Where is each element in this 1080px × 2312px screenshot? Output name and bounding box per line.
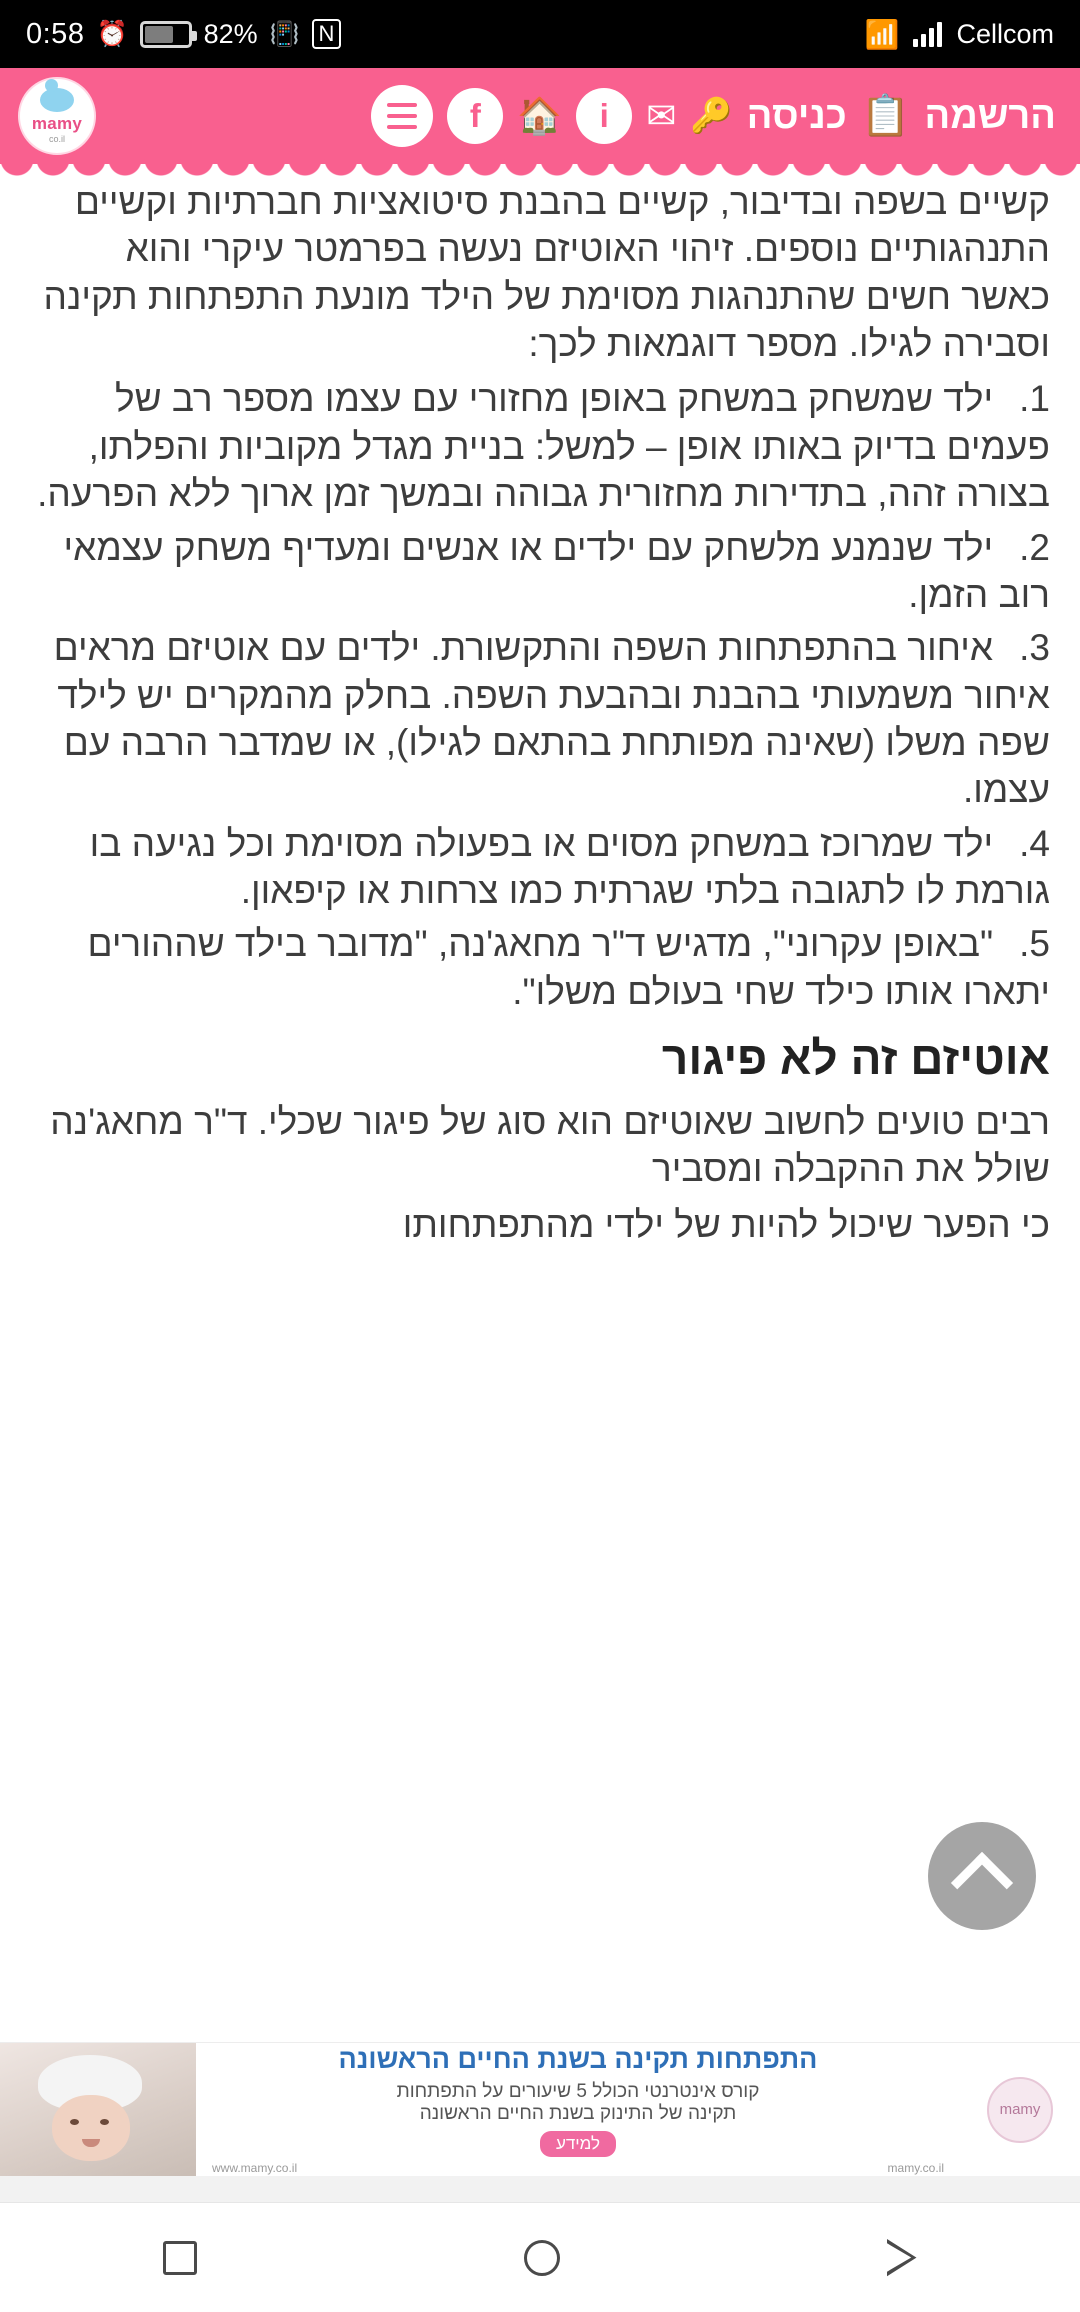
list-item: [30, 820, 1050, 915]
ad-subtitle-line-2: תקינה של התינוק בשנת החיים הראשונה: [419, 2102, 737, 2124]
section-paragraph: רבים טועים לחשוב שאוטיזם הוא סוג של פיגור שכלי. ד"ר מחאג'נה שולל את ההקבלה ומסביר: [50, 1100, 1050, 1190]
list-item-text: ילד שמשחק במשחק באופן מחזורי עם עצמו מספר רב של פעמים בדיוק באותו אופן – למשל: בניית מגדל מקוביות והפלתו, בצורה זהה, בתדירות מחזורית גבוהה ובמשך זמן ארוך ללא הפרעה.: [37, 378, 1050, 515]
logo-mark-icon: [40, 88, 74, 112]
chevron-up-icon: [951, 1852, 1013, 1914]
app-header-nav: [96, 85, 1062, 147]
ad-text: [196, 2042, 960, 2176]
ad-footer-left: mamy.co.il: [887, 2160, 944, 2175]
list-item-text: "באופן עקרוני", מדגיש ד"ר מחאג'נה, "מדובר בילד שההורים יתארו אותו כילד שחי בעולם משלו".: [87, 923, 1050, 1012]
list-item: [30, 920, 1050, 1015]
facebook-icon[interactable]: f: [447, 88, 503, 144]
vibrate-icon: 📳: [269, 20, 300, 48]
document-icon[interactable]: 📋: [860, 94, 911, 138]
clock: 0:58: [26, 17, 85, 50]
alarm-icon: ⏰: [96, 19, 128, 48]
recents-button[interactable]: [163, 2241, 197, 2275]
status-bar-left: [26, 18, 341, 51]
list-item: [30, 624, 1050, 813]
list-item-number: 5.: [1019, 923, 1050, 965]
cellular-signal-icon: [913, 21, 942, 47]
list-item-number: 3.: [1019, 627, 1050, 669]
section-heading: אוטיזם זה לא פיגור: [661, 1032, 1050, 1085]
home-button[interactable]: [524, 2240, 560, 2276]
list-item-number: 4.: [1019, 822, 1050, 864]
ad-title: התפתחות תקינה בשנת החיים הראשונה: [338, 2044, 818, 2075]
status-bar-right: [865, 18, 1054, 51]
baby-eye-right: [100, 2119, 109, 2125]
nfc-icon: N: [312, 19, 342, 49]
baby-eye-left: [70, 2119, 79, 2125]
back-button[interactable]: [887, 2239, 917, 2277]
list-item-text: ילד שמרוכז במשחק מסוים או בפעולה מסוימת וכל נגיעה בו גורמת לו לתגובה בלתי שגרתית כמו צרחות או קיפאון.: [89, 822, 1050, 912]
ad-baby-photo: [0, 2043, 196, 2177]
wifi-icon: 📶: [864, 18, 900, 50]
android-navigation-bar: [0, 2202, 1080, 2312]
home-icon[interactable]: 🏠: [517, 95, 563, 136]
article-content: [0, 164, 1080, 1374]
section-paragraph-clipped: כי הפער שיכול להיות של ילדי מהתפתחותו: [402, 1203, 1050, 1245]
ad-cta-button[interactable]: למידע: [540, 2131, 616, 2157]
login-link[interactable]: כניסה: [746, 94, 847, 137]
list-item-text: ילד שנמנע מלשחק עם ילדים או אנשים ומעדיף משחק עצמאי רוב הזמן.: [63, 526, 1050, 615]
ad-logo-badge: mamy: [987, 2077, 1053, 2143]
ad-logo: [960, 2043, 1080, 2177]
carrier-label: Cellcom: [956, 18, 1054, 49]
battery-percent: 82%: [203, 18, 258, 49]
page-background-gap: [0, 2176, 1080, 2202]
app-header: [0, 68, 1080, 164]
hamburger-menu-icon[interactable]: [371, 85, 433, 147]
ad-footer-right: www.mamy.co.il: [212, 2160, 298, 2175]
article-intro-paragraph: קשיים בשפה ובדיבור, קשיים בהבנת סיטואציות חברתיות וקשיים התנהגותיים נוספים. זיהוי האוטיזם נעשה בפרמטר עיקרי והוא כאשר חשים שהתנהגות מסוימת של הילד מונעת התפתחות תקינה וסבירה לגילו. מספר דוגמאות לכך:: [43, 181, 1050, 365]
symptom-list: [30, 375, 1050, 1015]
logo-subtext: co.il: [48, 134, 65, 144]
ad-subtitle-line-1: קורס אינטרנטי הכולל 5 שיעורים על התפתחות: [396, 2080, 760, 2102]
register-link[interactable]: הרשמה: [924, 94, 1056, 137]
site-logo[interactable]: [18, 77, 96, 155]
list-item-text: איחור בהתפתחות השפה והתקשורת. ילדים עם אוטיזם מראים איחור משמעותי בהבנת ובהבעת השפה. בחלק מהמקרים יש לילד שפה משלו (שאינה מפותחת בהתאם לגילו), או שמדבר הרבה עם עצמו.: [53, 627, 1050, 811]
key-icon[interactable]: 🔑: [690, 97, 733, 135]
ad-banner[interactable]: [0, 2042, 1080, 2176]
envelope-icon[interactable]: ✉: [646, 95, 677, 136]
list-item-number: 2.: [1019, 526, 1050, 568]
battery-icon: [140, 21, 192, 48]
list-item: [30, 375, 1050, 517]
list-item-number: 1.: [1019, 378, 1050, 420]
status-bar: [0, 0, 1080, 68]
baby-face-shape: [52, 2095, 130, 2161]
logo-text: mamy: [31, 114, 83, 133]
list-item: [30, 524, 1050, 619]
info-icon[interactable]: i: [576, 88, 632, 144]
scroll-to-top-button[interactable]: [928, 1822, 1036, 1930]
ad-footer: [202, 2161, 954, 2175]
